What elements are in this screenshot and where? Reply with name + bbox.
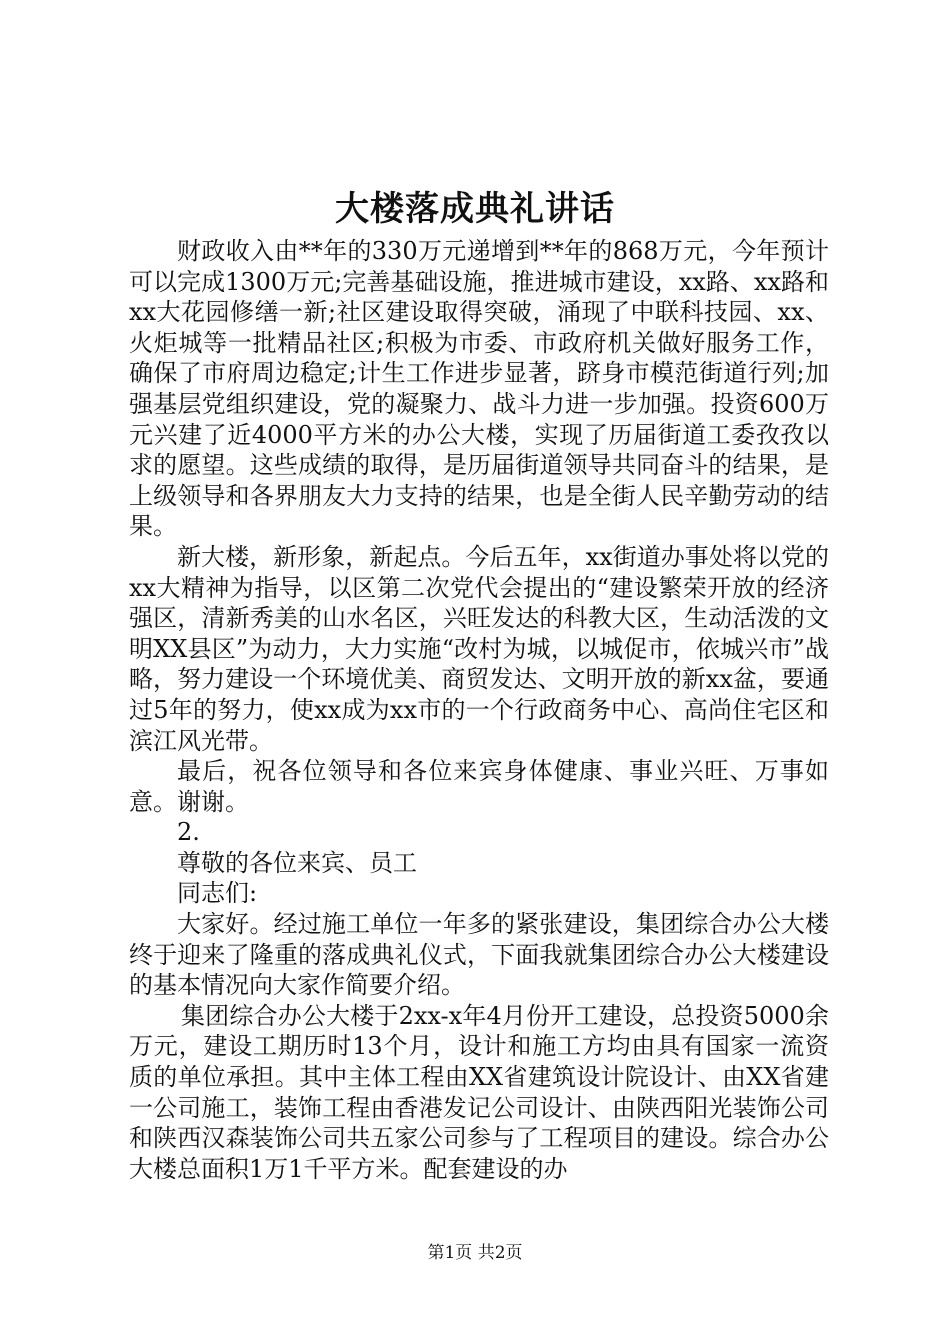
document-title: 大楼落成典礼讲话 — [335, 189, 615, 229]
paragraph-closing-wishes: 最后，祝各位领导和各位来宾身体健康、事业兴旺、万事如意。谢谢。 — [129, 757, 829, 816]
paragraph-building-overview: 集团综合办公大楼于2xx-x年4月份开工建设，总投资5000余万元，建设工期历时13个月，设计和施工方均由具有国家一流资质的单位承担。其中主体工程由XX省建筑设计院设计、由XX省建一公司施工，装饰工程由香港发记公司设计、由陕西阳光装饰公司和陕西汉森装饰公司共五家公司参与了工程项目的建设。综合办公大楼总面积1万1千平方米。配套建设的办 — [129, 1001, 829, 1183]
document-body — [129, 236, 829, 1184]
paragraph-future-plan: 新大楼，新形象，新起点。今后五年，xx街道办事处将以党的xx大精神为指导，以区第二次党代会提出的“建设繁荣开放的经济强区，清新秀美的山水名区，兴旺发达的科教大区，生动活泼的文明XX县区”为动力，大力实施“改村为城，以城促市，依城兴市”战略，努力建设一个环境优美、商贸发达、文明开放的新xx盆，要通过5年的努力，使xx成为xx市的一个行政商务中心、高尚住宅区和滨江风光带。 — [129, 542, 829, 755]
paragraph-greeting: 大家好。经过施工单位一年多的紧张建设，集团综合办公大楼终于迎来了隆重的落成典礼仪式，下面我就集团综合办公大楼建设的基本情况向大家作简要介绍。 — [129, 910, 829, 1000]
salutation-guests: 尊敬的各位来宾、员工 — [177, 848, 417, 877]
salutation-comrades: 同志们: — [177, 879, 258, 908]
paragraph-achievements: 财政收入由**年的330万元递增到**年的868万元，今年预计可以完成1300万元;完善基础设施，推进城市建设，xx路、xx路和xx大花园修缮一新;社区建设取得突破，涌现了中联科技园、xx、火炬城等一批精品社区;积极为市委、市政府机关做好服务工作，确保了市府周边稳定;计生工作进步显著，跻身市模范街道行列;加强基层党组织建设，党的凝聚力、战斗力进一步加强。投资600万元兴建了近4000平方米的办公大楼，实现了历届街道工委孜孜以求的愿望。这些成绩的取得，是历届街道领导共同奋斗的结果，是上级领导和各界朋友大力支持的结果，也是全街人民辛勤劳动的结果。 — [129, 237, 829, 541]
section-number: 2. — [177, 818, 200, 847]
page-footer: 第1页 共2页 — [427, 1243, 523, 1263]
